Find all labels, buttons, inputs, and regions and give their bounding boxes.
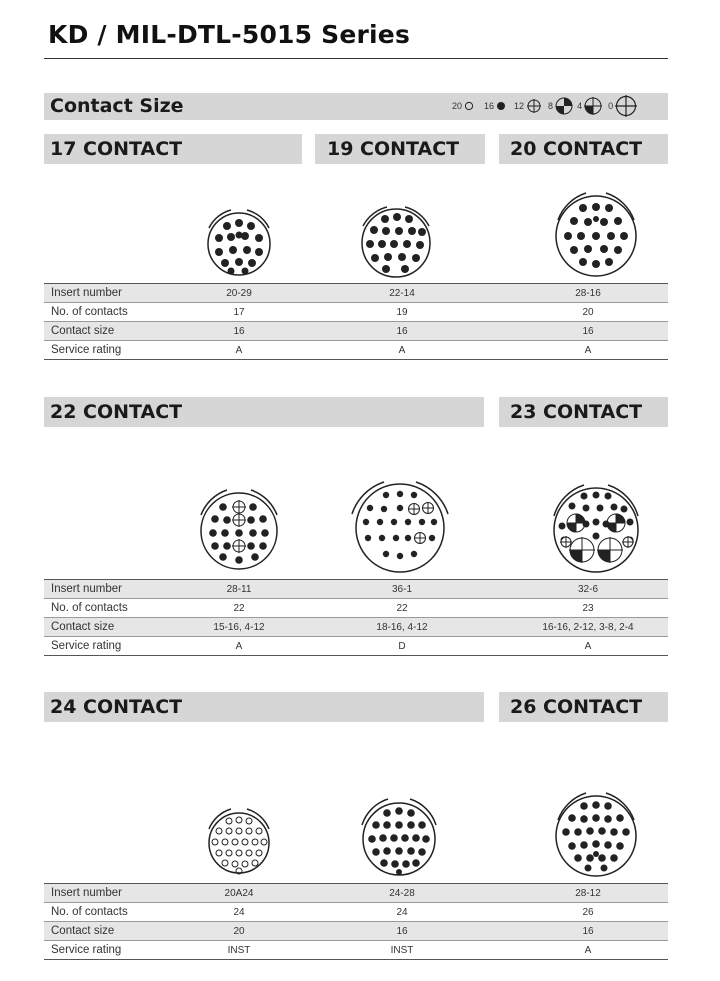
insert-diagram-28-12 bbox=[550, 788, 642, 882]
cell-no-of-contacts: 22 bbox=[296, 599, 508, 618]
insert-diagram-22-14 bbox=[353, 202, 439, 284]
cell-insert-number: 20-29 bbox=[182, 284, 296, 303]
row-label-contact-size: Contact size bbox=[44, 922, 182, 941]
cell-no-of-contacts: 19 bbox=[296, 303, 508, 322]
cell-service-rating: A bbox=[508, 941, 668, 960]
row-label-insert-number: Insert number bbox=[44, 580, 182, 599]
header-19-contact: 19 CONTACT bbox=[327, 138, 460, 160]
spec-table-section-2 bbox=[44, 579, 668, 656]
cell-contact-size: 16-16, 2-12, 3-8, 2-4 bbox=[508, 618, 668, 637]
table-row bbox=[44, 637, 668, 656]
insert-diagram-28-11 bbox=[193, 485, 285, 577]
row-label-service-rating: Service rating bbox=[44, 941, 182, 960]
cell-insert-number: 28-11 bbox=[182, 580, 296, 599]
cell-insert-number: 24-28 bbox=[296, 884, 508, 903]
large-crosshair-circle-icon bbox=[615, 95, 637, 117]
cell-service-rating: A bbox=[182, 637, 296, 656]
cell-contact-size: 15-16, 4-12 bbox=[182, 618, 296, 637]
cell-insert-number: 22-14 bbox=[296, 284, 508, 303]
insert-diagram-20A24 bbox=[201, 805, 277, 881]
spec-table-section-1 bbox=[44, 283, 668, 360]
cell-contact-size: 16 bbox=[508, 922, 668, 941]
table-row bbox=[44, 580, 668, 599]
insert-diagram-36-1 bbox=[346, 480, 454, 576]
cell-no-of-contacts: 17 bbox=[182, 303, 296, 322]
open-circle-icon bbox=[464, 101, 474, 111]
row-label-no-of-contacts: No. of contacts bbox=[44, 303, 182, 322]
legend-size-20: 20 bbox=[452, 101, 463, 111]
table-row bbox=[44, 922, 668, 941]
table-row bbox=[44, 341, 668, 360]
cell-insert-number: 28-16 bbox=[508, 284, 668, 303]
table-row bbox=[44, 303, 668, 322]
insert-diagram-20-29 bbox=[199, 204, 279, 284]
row-label-service-rating: Service rating bbox=[44, 341, 182, 360]
cell-service-rating: INST bbox=[182, 941, 296, 960]
page-title: KD / MIL-DTL-5015 Series bbox=[48, 20, 411, 49]
legend-size-16: 16 bbox=[484, 101, 495, 111]
row-label-no-of-contacts: No. of contacts bbox=[44, 903, 182, 922]
row-label-contact-size: Contact size bbox=[44, 322, 182, 341]
table-row bbox=[44, 941, 668, 960]
filled-circle-icon bbox=[496, 101, 506, 111]
cell-insert-number: 20A24 bbox=[182, 884, 296, 903]
header-17-contact: 17 CONTACT bbox=[50, 138, 183, 160]
row-label-contact-size: Contact size bbox=[44, 618, 182, 637]
cell-no-of-contacts: 26 bbox=[508, 903, 668, 922]
half-filled-crosshair-icon bbox=[584, 97, 602, 115]
cell-service-rating: A bbox=[508, 341, 668, 360]
header-24-contact: 24 CONTACT bbox=[50, 696, 183, 718]
cell-contact-size: 16 bbox=[508, 322, 668, 341]
cell-no-of-contacts: 22 bbox=[182, 599, 296, 618]
cell-no-of-contacts: 24 bbox=[296, 903, 508, 922]
cell-contact-size: 18-16, 4-12 bbox=[296, 618, 508, 637]
table-row bbox=[44, 322, 668, 341]
legend-size-8: 8 bbox=[548, 101, 554, 111]
table-row bbox=[44, 284, 668, 303]
cell-contact-size: 16 bbox=[296, 322, 508, 341]
cell-no-of-contacts: 23 bbox=[508, 599, 668, 618]
cell-insert-number: 28-12 bbox=[508, 884, 668, 903]
row-label-insert-number: Insert number bbox=[44, 884, 182, 903]
cell-no-of-contacts: 24 bbox=[182, 903, 296, 922]
row-label-service-rating: Service rating bbox=[44, 637, 182, 656]
cell-no-of-contacts: 20 bbox=[508, 303, 668, 322]
insert-diagram-32-6 bbox=[548, 482, 644, 578]
cell-contact-size: 16 bbox=[296, 922, 508, 941]
header-26-contact: 26 CONTACT bbox=[510, 696, 643, 718]
cell-insert-number: 32-6 bbox=[508, 580, 668, 599]
cell-service-rating: A bbox=[182, 341, 296, 360]
table-row bbox=[44, 903, 668, 922]
row-label-no-of-contacts: No. of contacts bbox=[44, 599, 182, 618]
legend-size-4: 4 bbox=[577, 101, 583, 111]
quartered-circle-icon bbox=[555, 97, 573, 115]
legend-size-0: 0 bbox=[608, 101, 614, 111]
table-row bbox=[44, 618, 668, 637]
contact-size-label: Contact Size bbox=[50, 95, 184, 117]
cell-contact-size: 16 bbox=[182, 322, 296, 341]
cell-insert-number: 36-1 bbox=[296, 580, 508, 599]
table-row bbox=[44, 884, 668, 903]
cell-contact-size: 20 bbox=[182, 922, 296, 941]
table-row bbox=[44, 599, 668, 618]
spec-table-section-3 bbox=[44, 883, 668, 960]
header-20-contact: 20 CONTACT bbox=[510, 138, 643, 160]
cell-service-rating: D bbox=[296, 637, 508, 656]
row-label-insert-number: Insert number bbox=[44, 284, 182, 303]
insert-diagram-24-28 bbox=[354, 795, 444, 883]
title-divider bbox=[44, 58, 668, 59]
crosshair-circle-icon bbox=[526, 98, 542, 114]
cell-service-rating: A bbox=[296, 341, 508, 360]
cell-service-rating: INST bbox=[296, 941, 508, 960]
header-22-contact: 22 CONTACT bbox=[50, 401, 183, 423]
cell-service-rating: A bbox=[508, 637, 668, 656]
contact-size-legend bbox=[452, 95, 637, 117]
legend-size-12: 12 bbox=[514, 101, 525, 111]
insert-diagram-28-16 bbox=[550, 188, 642, 282]
header-23-contact: 23 CONTACT bbox=[510, 401, 643, 423]
